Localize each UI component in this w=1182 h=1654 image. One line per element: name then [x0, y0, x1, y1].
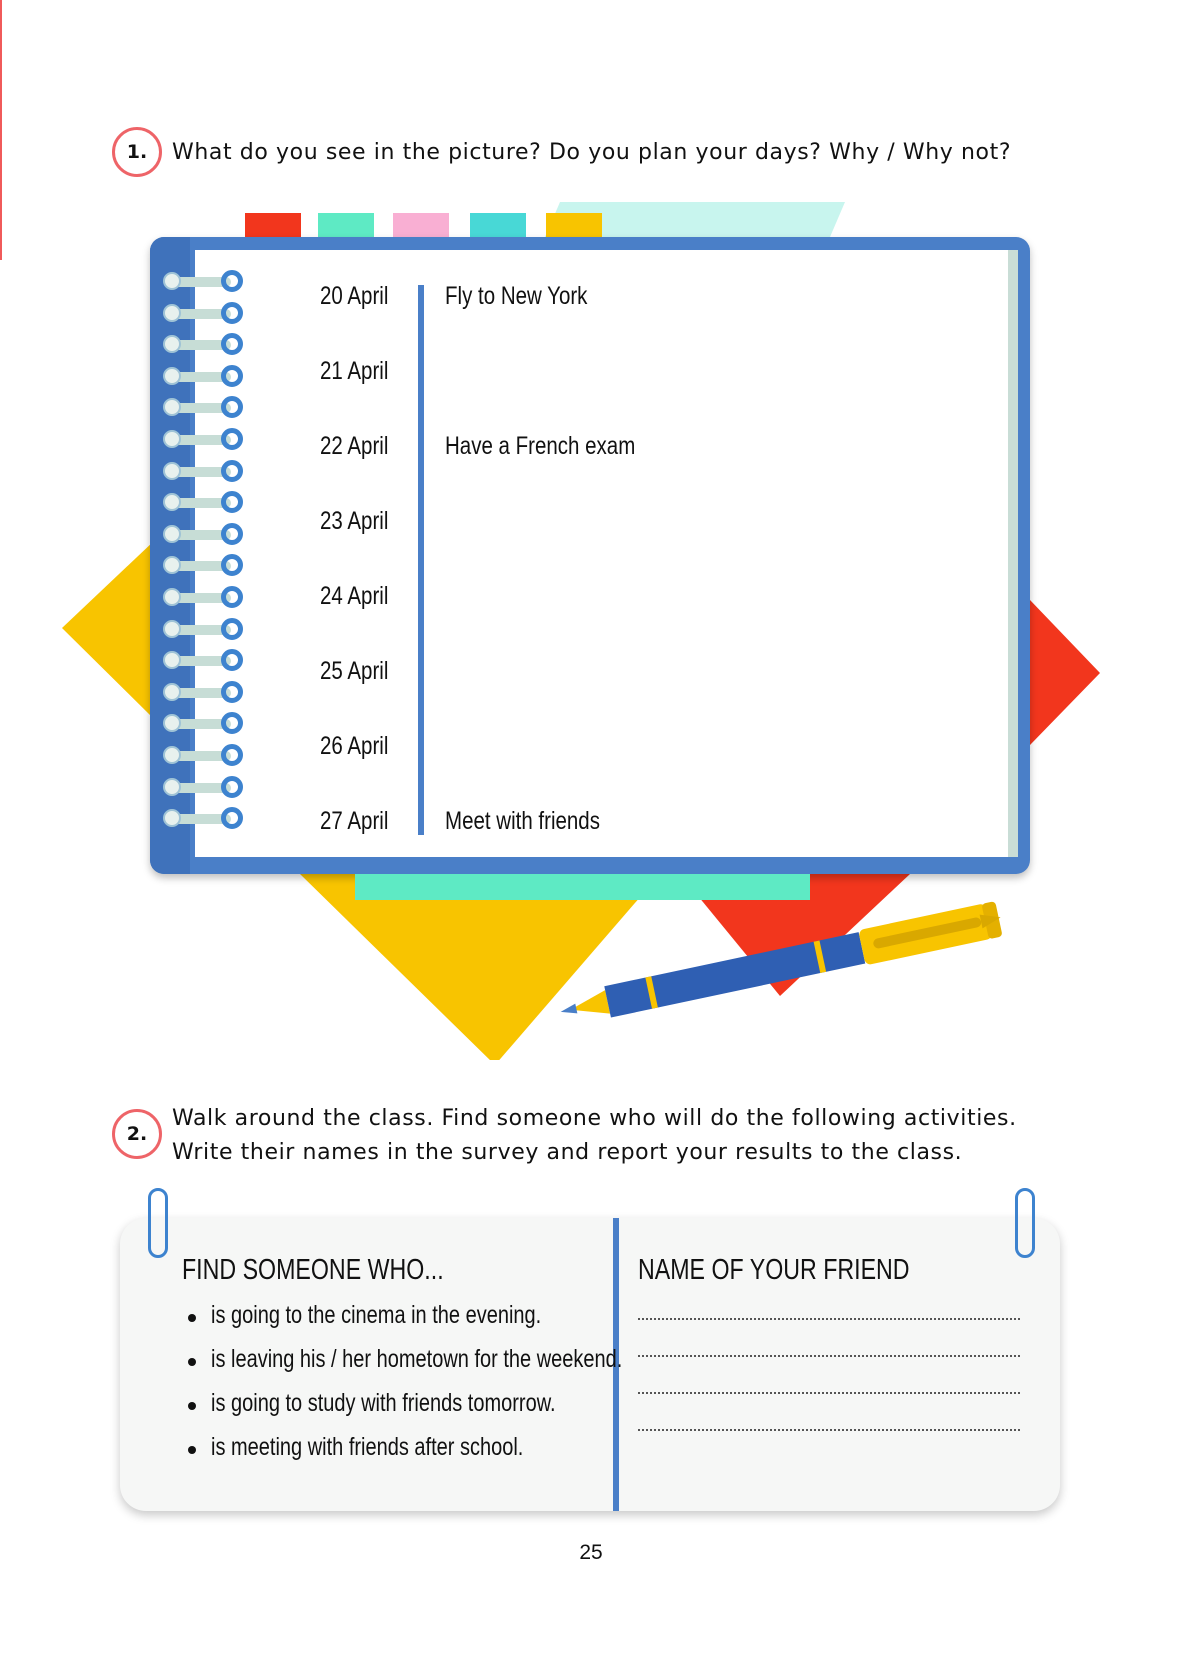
name-answer-line[interactable] [638, 1355, 1020, 1357]
planner-entry: Meet with friends [445, 807, 600, 835]
survey-item: is going to the cinema in the evening. [211, 1301, 542, 1329]
planner-date: 22 April [320, 432, 389, 460]
name-answer-line[interactable] [638, 1318, 1020, 1320]
planner-date: 21 April [320, 357, 389, 385]
survey-item: is going to study with friends tomorrow. [211, 1389, 556, 1417]
planner-divider [418, 285, 424, 835]
planner-date: 27 April [320, 807, 389, 835]
paperclip-right-icon [1015, 1188, 1035, 1258]
bullet-icon [188, 1446, 196, 1454]
question-2-text-line-2: Write their names in the survey and report your results to the class. [172, 1140, 963, 1165]
question-2-text-line-1: Walk around the class. Find someone who will do the following activities. [172, 1106, 1017, 1131]
planner-date: 25 April [320, 657, 389, 685]
survey-right-heading: NAME OF YOUR FRIEND [638, 1254, 910, 1286]
paperclip-left-icon [148, 1188, 168, 1258]
bullet-icon [188, 1402, 196, 1410]
survey-item: is meeting with friends after school. [211, 1433, 524, 1461]
planner-date: 26 April [320, 732, 389, 760]
pen-icon [555, 900, 1035, 1020]
question-2-number: 2. [112, 1109, 162, 1159]
planner-date: 20 April [320, 282, 389, 310]
name-answer-line[interactable] [638, 1392, 1020, 1394]
survey-item: is leaving his / her hometown for the weekend. [211, 1345, 623, 1373]
bullet-icon [188, 1358, 196, 1366]
name-answer-line[interactable] [638, 1429, 1020, 1431]
bullet-icon [188, 1314, 196, 1322]
planner-entry: Have a French exam [445, 432, 636, 460]
question-1-number: 1. [112, 127, 162, 177]
planner-date: 24 April [320, 582, 389, 610]
planner-date: 23 April [320, 507, 389, 535]
question-1-text: What do you see in the picture? Do you plan your days? Why / Why not? [172, 140, 1012, 165]
planner-entry: Fly to New York [445, 282, 588, 310]
page-number: 25 [579, 1541, 603, 1564]
survey-left-heading: FIND SOMEONE WHO... [182, 1254, 444, 1286]
